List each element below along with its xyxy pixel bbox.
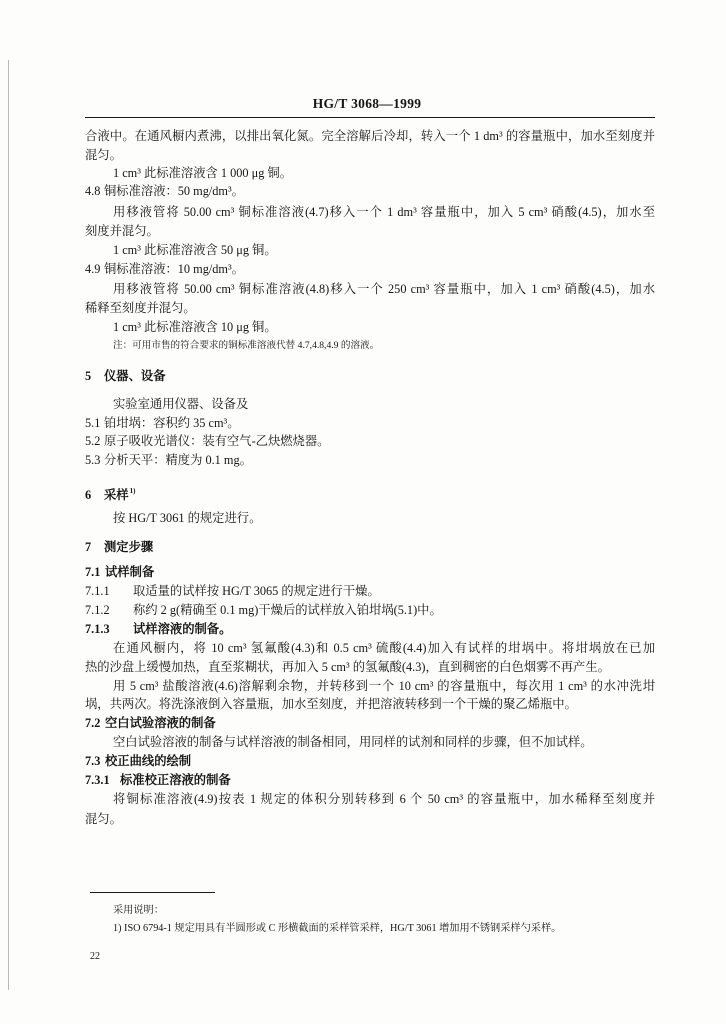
clause-7-3-1-text-line: 将铜标准溶液(4.9)按表 1 规定的体积分别转移到 6 个 50 cm³ 的容量瓶中，加水稀释至刻度并 [113, 792, 655, 806]
clause-title: 空白试验溶液的制备 [105, 716, 216, 730]
clause-4-9-concentration: 1 cm³ 此标准溶液含 10 μg 铜。 [113, 320, 277, 334]
clause-number: 7.3 [85, 754, 101, 768]
clause-number: 7.3.1 [85, 773, 110, 787]
section-title: 仪器、设备 [104, 369, 166, 383]
clause-title: 铜标准溶液：10 mg/dm³。 [104, 262, 244, 276]
clause-4-8-concentration: 1 cm³ 此标准溶液含 50 μg 铜。 [113, 243, 277, 257]
clause-4-8-text-line: 用移液管将 50.00 cm³ 铜标准溶液(4.7)移入一个 1 dm³ 容量瓶中，加入 5 cm³ 硝酸(4.5)，加水至 [113, 205, 655, 219]
clause-7-3-heading [85, 753, 191, 769]
clause-text: 分析天平：精度为 0.1 mg。 [104, 453, 252, 467]
clause-text: 取适量的试样按 HG/T 3065 的规定进行干燥。 [133, 584, 380, 598]
clause-4-7-text-line: 混匀。 [85, 148, 122, 162]
clause-5-3 [85, 452, 252, 468]
clause-4-9-text-line: 稀释至刻度并混匀。 [85, 301, 196, 315]
clause-text: 原子吸收光谱仪：装有空气-乙炔燃烧器。 [104, 434, 330, 448]
clause-title: 试样溶液的制备。 [133, 622, 232, 636]
clause-7-1-heading [85, 564, 154, 580]
section-number: 6 [85, 488, 92, 502]
clause-title: 试样制备 [105, 565, 155, 579]
clause-4-9-text-line: 用移液管将 50.00 cm³ 铜标准溶液(4.8)移入一个 250 cm³ 容量瓶中，加入 1 cm³ 硝酸(4.5)，加水 [113, 282, 655, 296]
section-5-intro: 实验室通用仪器、设备及 [113, 397, 249, 411]
clause-7-2-heading [85, 715, 216, 731]
footnote-text: ISO 6794-1 规定用具有半圆形或 C 形横截面的采样管采样，HG/T 3061 增加用不锈钢采样勺采样。 [124, 923, 562, 934]
clause-7-1-2 [85, 602, 442, 618]
clause-7-1-3-text-line: 埚，共两次。将洗涤液倒入容量瓶，加水至刻度，并把溶液转移到一个干燥的聚乙烯瓶中。 [85, 697, 577, 711]
clause-5-2 [85, 433, 329, 449]
footnote-marker: 1) [113, 923, 122, 934]
clause-4-7-text-line: 合液中。在通风橱内煮沸，以排出氧化氮。完全溶解后冷却，转入一个 1 dm³ 的容量瓶中，加水至刻度并 [85, 129, 655, 143]
clause-7-1-3-text-line: 在通风橱内，将 10 cm³ 氢氟酸(4.3)和 0.5 cm³ 硫酸(4.4)加入有试样的坩埚中。将坩埚放在已加 [113, 641, 655, 655]
footnote-reference: 1) [129, 487, 136, 495]
clause-7-3-1-text-line: 混匀。 [85, 812, 122, 826]
clause-number: 7.1.3 [85, 622, 110, 636]
clause-7-1-3-text-line: 热的沙盘上缓慢加热，直至浆糊状，再加入 5 cm³ 的氢氟酸(4.3)，直到稠密的白色烟雾不再产生。 [85, 660, 610, 674]
section-title: 测定步骤 [104, 540, 154, 554]
clause-number: 7.2 [85, 716, 101, 730]
footnote-rule [90, 892, 215, 893]
clause-5-1 [85, 415, 240, 431]
clause-text: 铂坩埚：容积约 35 cm³。 [104, 416, 240, 430]
footnote-heading: 采用说明： [113, 905, 164, 916]
clause-number: 4.8 [85, 184, 101, 198]
clause-number: 4.9 [85, 262, 101, 276]
clause-title: 校正曲线的绘制 [105, 754, 192, 768]
clause-4-7-concentration: 1 cm³ 此标准溶液含 1 000 μg 铜。 [113, 166, 293, 180]
clause-number: 7.1.2 [85, 603, 110, 617]
clause-title: 铜标准溶液：50 mg/dm³。 [104, 184, 244, 198]
clause-number: 5.1 [85, 416, 101, 430]
clause-4-8-text-line: 刻度并混匀。 [85, 224, 159, 238]
clause-4-note: 注：可用市售的符合要求的铜标准溶液代替 4.7,4.8,4.9 的溶液。 [113, 340, 380, 351]
clause-number: 5.3 [85, 453, 101, 467]
footnote-entry [113, 922, 561, 935]
section-5-heading [85, 368, 166, 384]
clause-number: 5.2 [85, 434, 101, 448]
section-title: 采样 [104, 488, 129, 502]
clause-title: 标准校正溶液的制备 [120, 773, 231, 787]
section-number: 7 [85, 540, 92, 554]
clause-7-2-text: 空白试验溶液的制备与试样溶液的制备相同，用同样的试剂和同样的步骤，但不加试样。 [113, 735, 593, 749]
clause-7-1-3-heading [85, 621, 231, 637]
clause-4-9-heading [85, 261, 244, 277]
clause-text: 称约 2 g(精确至 0.1 mg)干燥后的试样放入铂坩埚(5.1)中。 [133, 603, 442, 617]
clause-7-1-3-text-line: 用 5 cm³ 盐酸溶液(4.6)溶解剩余物，并转移到一个 10 cm³ 的容量瓶中，每次用 1 cm³ 的水冲洗坩 [113, 679, 655, 693]
running-header-standard-code: HG/T 3068—1999 [312, 96, 422, 111]
scan-edge-line [8, 60, 9, 990]
clause-4-8-heading [85, 183, 244, 199]
section-6-text: 按 HG/T 3061 的规定进行。 [113, 511, 262, 525]
section-6-heading [85, 483, 135, 503]
section-7-heading [85, 539, 153, 555]
clause-number: 7.1 [85, 565, 101, 579]
clause-number: 7.1.1 [85, 584, 110, 598]
header-rule [85, 117, 655, 118]
clause-7-1-1 [85, 583, 380, 599]
clause-7-3-1-heading [85, 772, 231, 788]
page-number: 22 [90, 951, 100, 962]
section-number: 5 [85, 369, 92, 383]
